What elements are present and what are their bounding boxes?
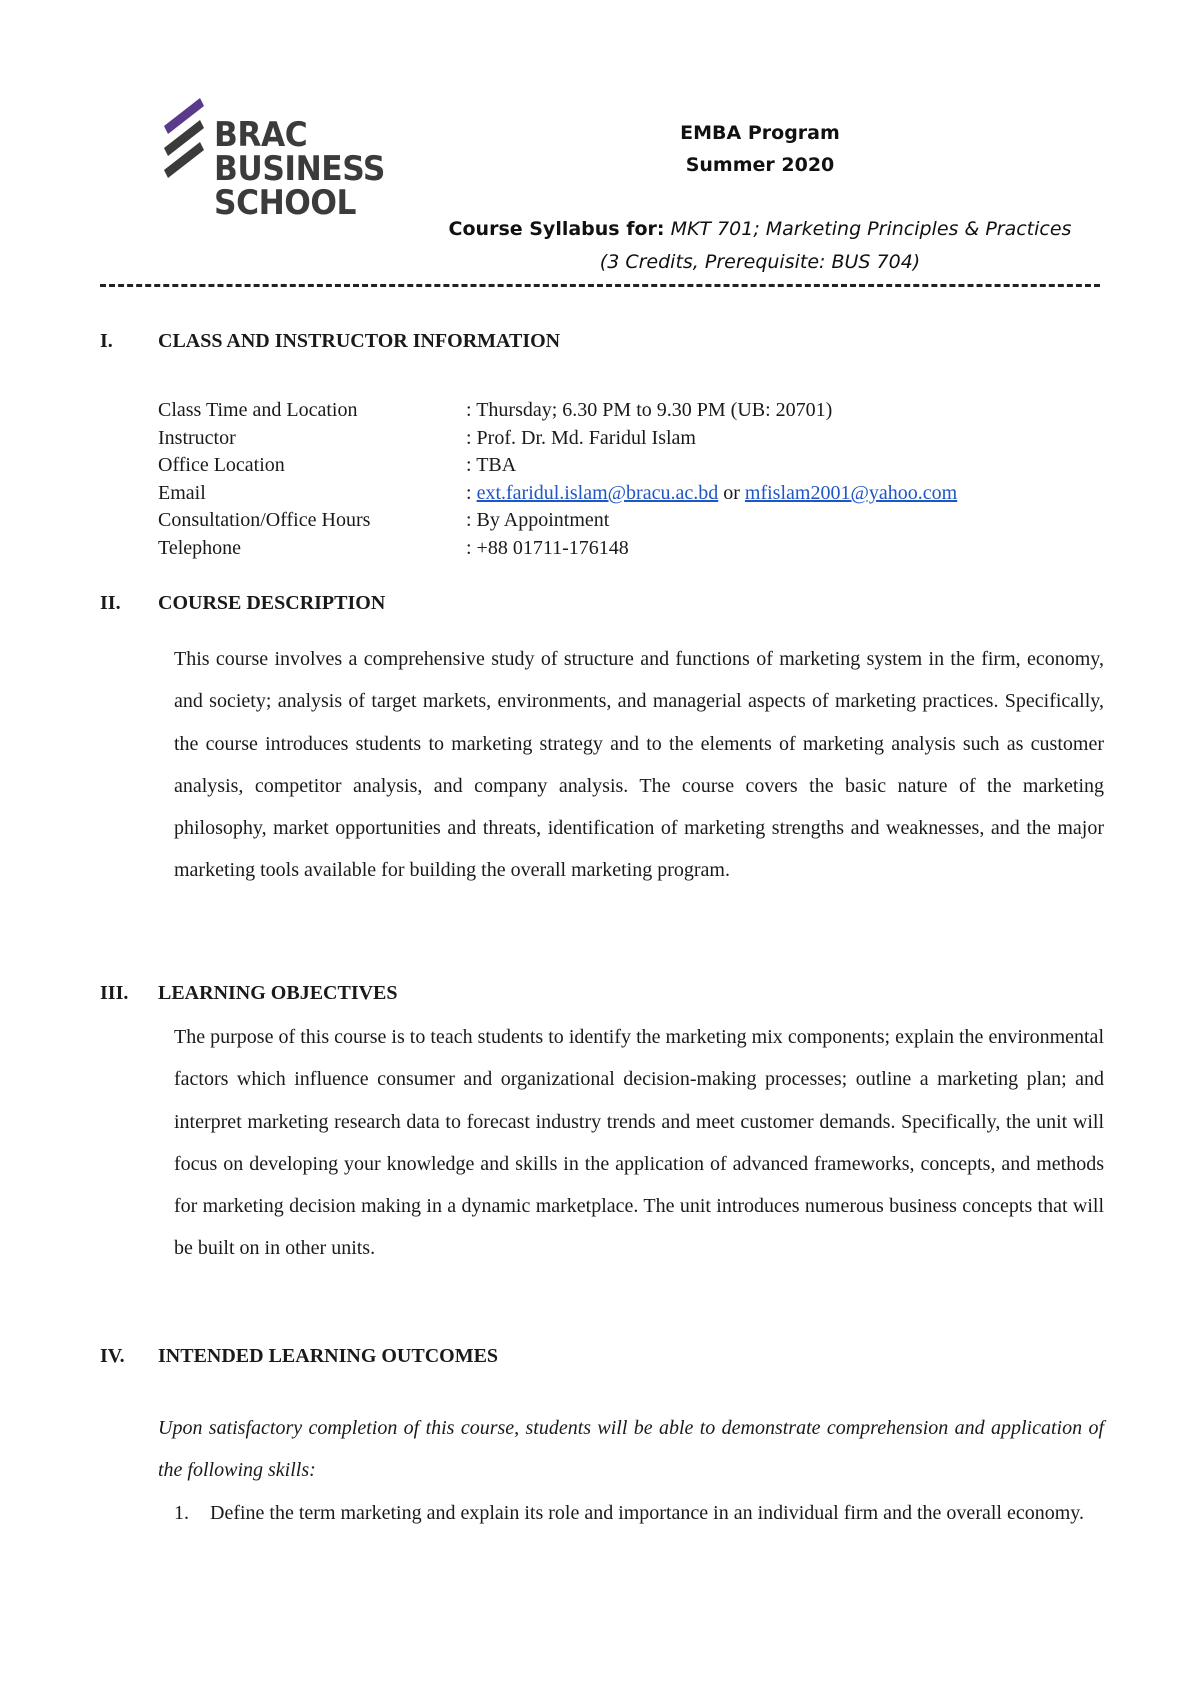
logo-wordmark bbox=[214, 115, 385, 223]
section-3-number: III. bbox=[100, 982, 129, 1004]
list-item-number: 1. bbox=[174, 1502, 189, 1524]
header-divider bbox=[100, 284, 1100, 291]
course-syllabus-line bbox=[440, 218, 1080, 240]
info-value: : +88 01711-176148 bbox=[466, 537, 629, 559]
logo-line-1: BRAC bbox=[214, 115, 308, 155]
course-credits: (3 Credits, Prerequisite: BUS 704) bbox=[599, 251, 921, 273]
info-value: : Prof. Dr. Md. Faridul Islam bbox=[466, 427, 696, 449]
info-label: Consultation/Office Hours bbox=[158, 509, 371, 531]
section-1-title: CLASS AND INSTRUCTOR INFORMATION bbox=[158, 330, 561, 352]
info-value-email bbox=[466, 481, 957, 505]
email-link-bracu[interactable]: ext.faridul.islam@bracu.ac.bd bbox=[476, 482, 719, 504]
info-label: Office Location bbox=[158, 454, 285, 476]
course-title: MKT 701; Marketing Principles & Practices bbox=[670, 218, 1072, 240]
info-value: : TBA bbox=[466, 454, 517, 476]
term-title: Summer 2020 bbox=[685, 154, 835, 176]
section-1-number: I. bbox=[100, 330, 113, 352]
learning-outcomes-intro: Upon satisfactory completion of this course, students will be able to demonstrate comprehension and application of the following skills: bbox=[158, 1417, 1104, 1482]
learning-objectives-text: The purpose of this course is to teach students to identify the marketing mix components; explain the environmental factors which influence consumer and organizational decision-making processes; outline a marketing plan; and interpret marketing research data to forecast industry trends and meet customer demands. Specifically, the unit will focus on developing your knowledge and skills in the application of advanced frameworks, concepts, and methods for marketing decision making in a dynamic marketplace. The unit introduces numerous business concepts that will be built on in other units. bbox=[174, 1026, 1104, 1260]
section-2-number: II. bbox=[100, 592, 121, 614]
brac-business-school-logo bbox=[160, 92, 385, 242]
info-label: Class Time and Location bbox=[158, 399, 358, 421]
info-value: : By Appointment bbox=[466, 509, 610, 531]
logo-line-2: BUSINESS bbox=[214, 149, 385, 189]
list-item bbox=[174, 1492, 1104, 1534]
logo-stripes-icon bbox=[160, 92, 210, 188]
email-link-yahoo[interactable]: mfislam2001@yahoo.com bbox=[744, 482, 958, 504]
program-title: EMBA Program bbox=[680, 122, 840, 144]
email-joiner: or bbox=[718, 482, 745, 504]
info-value: : Thursday; 6.30 PM to 9.30 PM (UB: 20701) bbox=[466, 399, 833, 421]
section-4-title: INTENDED LEARNING OUTCOMES bbox=[158, 1345, 499, 1367]
info-label: Email bbox=[158, 482, 206, 504]
email-prefix: : bbox=[466, 482, 477, 504]
list-item-text: Define the term marketing and explain its role and importance in an individual firm and the overall economy. bbox=[210, 1502, 1084, 1524]
course-description-text: This course involves a comprehensive study of structure and functions of marketing system in the firm, economy, and society; analysis of target markets, environments, and managerial aspects of marketing practices. Specifically, the course introduces students to marketing strategy and to the elements of marketing analysis such as customer analysis, competitor analysis, and company analysis. The course covers the basic nature of the marketing philosophy, market opportunities and threats, identification of marketing strengths and weaknesses, and the major marketing tools available for building the overall marketing program. bbox=[174, 648, 1104, 882]
section-3-title: LEARNING OBJECTIVES bbox=[158, 982, 398, 1004]
logo-line-3: SCHOOL bbox=[214, 183, 357, 223]
section-4-number: IV. bbox=[100, 1345, 125, 1367]
section-2-title: COURSE DESCRIPTION bbox=[158, 592, 386, 614]
info-label: Instructor bbox=[158, 427, 236, 449]
syllabus-label: Course Syllabus for: bbox=[448, 218, 665, 240]
info-label: Telephone bbox=[158, 537, 242, 559]
